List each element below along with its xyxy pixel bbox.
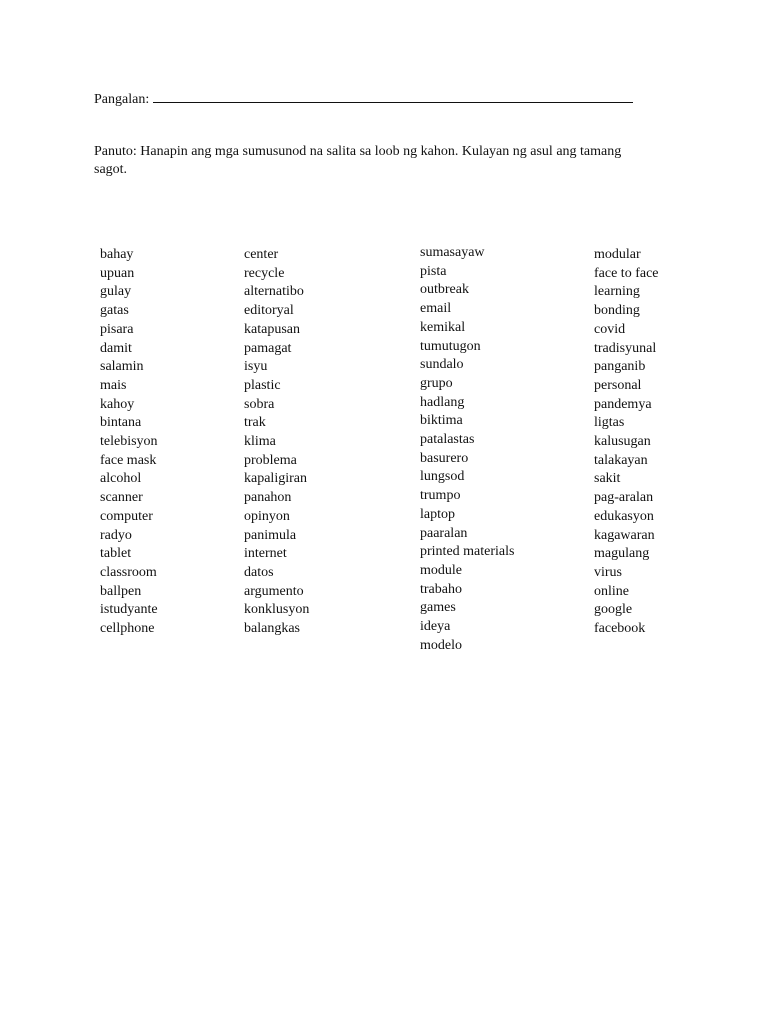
word-item: pandemya	[594, 396, 652, 412]
word-item: scanner	[100, 490, 143, 506]
word-item: recycle	[244, 265, 285, 281]
word-item: bintana	[100, 415, 142, 431]
word-item: datos	[244, 564, 274, 580]
word-item: trak	[244, 415, 266, 431]
instructions-text: Panuto: Hanapin ang mga sumusunod na salita sa loob ng kahon. Kulayan ng asul ang tamang sagot.	[94, 144, 622, 177]
word-item: klima	[244, 434, 276, 450]
word-item: edukasyon	[594, 508, 654, 524]
word-item: argumento	[244, 583, 304, 599]
word-item: panganib	[594, 359, 646, 375]
word-item: sakit	[594, 471, 621, 487]
word-item: patalastas	[420, 432, 475, 448]
word-item: bonding	[594, 303, 640, 319]
word-item: paaralan	[420, 525, 468, 541]
word-item: opinyon	[244, 508, 290, 524]
word-item: gulay	[100, 284, 132, 300]
word-item: modular	[594, 247, 641, 262]
word-item: plastic	[244, 377, 281, 393]
word-item: telebisyon	[100, 434, 158, 450]
word-item: internet	[244, 546, 287, 562]
word-item: katapusan	[244, 321, 300, 337]
word-item: basurero	[420, 450, 469, 466]
word-item: bahay	[100, 247, 134, 262]
word-column-2	[244, 246, 409, 639]
word-item: pamagat	[244, 340, 292, 356]
word-item: kapaligiran	[244, 471, 307, 487]
word-item: face mask	[100, 452, 157, 468]
word-item: google	[594, 602, 633, 618]
word-item: tablet	[100, 546, 132, 562]
word-item: center	[244, 247, 279, 262]
word-item: ballpen	[100, 583, 142, 599]
word-item: lungsod	[420, 469, 465, 485]
word-item: kahoy	[100, 396, 135, 412]
word-column-3	[420, 244, 585, 655]
word-item: pag-aralan	[594, 490, 654, 506]
word-item: hadlang	[420, 394, 465, 410]
word-item: virus	[594, 564, 622, 580]
word-item: kemikal	[420, 319, 466, 335]
word-item: learning	[594, 284, 640, 300]
word-item: balangkas	[244, 621, 300, 637]
word-item: damit	[100, 340, 132, 356]
word-item: pista	[420, 263, 447, 279]
word-item: covid	[594, 321, 626, 337]
word-item: salamin	[100, 359, 144, 375]
word-item: cellphone	[100, 621, 155, 637]
word-item: facebook	[594, 621, 646, 637]
word-item: classroom	[100, 564, 157, 580]
word-item: laptop	[420, 506, 455, 522]
name-label: Pangalan:	[94, 92, 150, 107]
word-item: computer	[100, 508, 153, 524]
word-item: gatas	[100, 303, 129, 319]
word-item: alcohol	[100, 471, 142, 487]
word-item: panimula	[244, 527, 297, 543]
word-item: kagawaran	[594, 527, 655, 543]
word-item: radyo	[100, 527, 132, 543]
word-item: isyu	[244, 359, 268, 375]
word-item: personal	[594, 377, 642, 393]
word-item: ligtas	[594, 415, 625, 431]
word-item: sobra	[244, 396, 275, 412]
word-item: module	[420, 562, 462, 578]
word-column-4	[594, 246, 759, 639]
word-item: tradisyunal	[594, 340, 657, 356]
word-item: mais	[100, 377, 127, 393]
word-item: ideya	[420, 619, 451, 635]
word-item: biktima	[420, 413, 463, 429]
word-item: tumutugon	[420, 338, 481, 354]
word-item: kalusugan	[594, 434, 651, 450]
word-item: alternatibo	[244, 284, 304, 300]
word-item: trumpo	[420, 488, 461, 504]
word-item: grupo	[420, 375, 453, 391]
word-item: magulang	[594, 546, 650, 562]
word-item: problema	[244, 452, 297, 468]
word-item: online	[594, 583, 629, 599]
word-item: modelo	[420, 637, 462, 653]
word-item: editoryal	[244, 303, 294, 319]
word-item: email	[420, 301, 452, 317]
word-item: upuan	[100, 265, 135, 281]
word-item: konklusyon	[244, 602, 310, 618]
word-column-1	[100, 246, 265, 639]
word-item: panahon	[244, 490, 292, 506]
name-line	[94, 89, 633, 109]
word-item: talakayan	[594, 452, 648, 468]
word-item: printed materials	[420, 544, 515, 560]
word-item: istudyante	[100, 602, 158, 618]
word-item: face to face	[594, 265, 659, 281]
word-item: games	[420, 600, 456, 616]
word-item: sumasayaw	[420, 245, 485, 260]
word-item: sundalo	[420, 357, 464, 373]
word-item: pisara	[100, 321, 134, 337]
word-item: trabaho	[420, 581, 462, 597]
name-blank[interactable]	[153, 89, 633, 103]
word-item: outbreak	[420, 282, 469, 298]
